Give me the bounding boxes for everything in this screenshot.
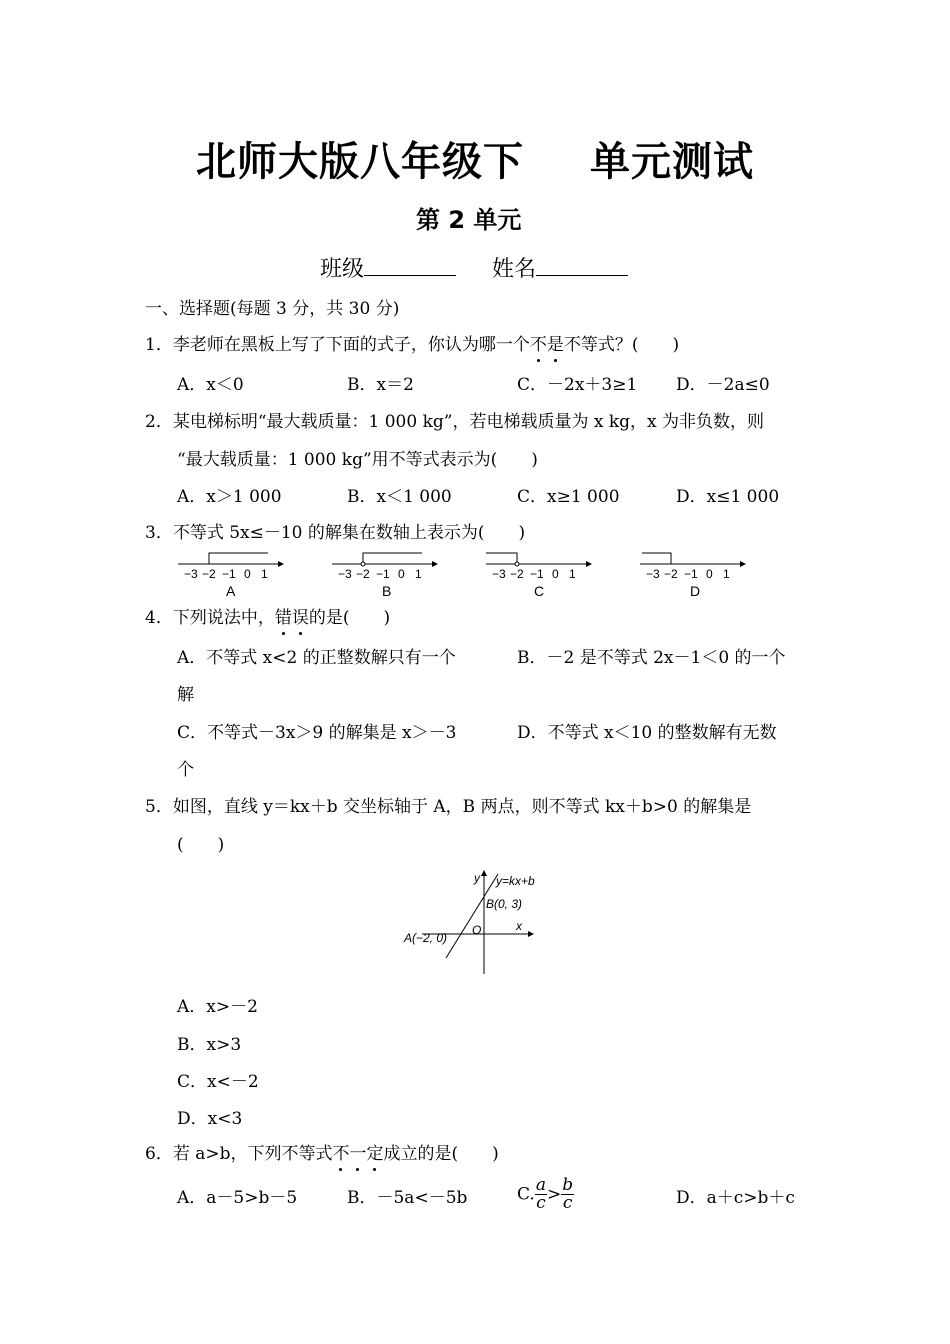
name-blank[interactable] — [536, 255, 628, 276]
number-line-a — [178, 553, 284, 599]
tick-label: 1 — [723, 567, 730, 581]
fraction-denominator: c — [536, 1193, 546, 1213]
name-label: 姓名 — [492, 257, 537, 282]
tick-label: −3 — [492, 567, 506, 581]
tick-label: −2 — [510, 567, 524, 581]
fraction-denominator: c — [562, 1193, 573, 1213]
tick-label: −2 — [664, 567, 678, 581]
q6-emph-1: 不 — [332, 1144, 350, 1164]
q5-option-a: A．x>－2 — [177, 997, 258, 1017]
tick-label: −1 — [530, 567, 544, 581]
option-label-a: A — [226, 583, 236, 599]
unit-subtitle: 第 2 单元 — [416, 206, 522, 234]
q1-pre: 1．李老师在黑板上写了下面的式子，你认为哪一个 — [145, 335, 530, 355]
tick-label: 1 — [261, 567, 268, 581]
q6-post: 成立的是( ) — [383, 1144, 499, 1164]
tick-label: −2 — [202, 567, 216, 581]
q6-emph-3: 定 — [366, 1144, 384, 1164]
q4-option-b: B．－2 是不等式 2x－1＜0 的一个 — [517, 648, 786, 668]
tick-label: −3 — [646, 567, 660, 581]
q6-c-op: > — [546, 1184, 562, 1205]
q3-text: 3．不等式 5x≤－10 的解集在数轴上表示为( ) — [145, 523, 526, 543]
fraction-a-over-c — [535, 1177, 547, 1212]
q2-option-d: D．x≤1 000 — [676, 487, 780, 507]
q4-emph-1: 错 — [274, 608, 292, 628]
section-heading: 一、选择题(每题 3 分，共 30 分) — [145, 299, 400, 319]
tick-label: 0 — [398, 567, 405, 581]
q5-option-b: B．x>3 — [177, 1035, 242, 1055]
number-line-c — [486, 553, 592, 599]
q2-line-2: “最大载质量：1 000 kg”用不等式表示为( ) — [177, 450, 538, 470]
class-blank[interactable] — [364, 255, 456, 276]
question-1 — [145, 335, 679, 355]
q2-option-a: A．x＞1 000 — [177, 487, 282, 507]
q5-graph — [400, 868, 560, 978]
q1-post: 不等式？( ) — [563, 335, 680, 355]
q1-emph-2: 是 — [546, 335, 564, 355]
tick-label: −3 — [184, 567, 198, 581]
y-axis-label: y — [474, 871, 480, 885]
q1-emph-1: 不 — [529, 335, 547, 355]
q4-option-a-cont: 解 — [177, 685, 194, 705]
q4-option-d: D．不等式 x＜10 的整数解有无数 — [517, 723, 777, 743]
q2-option-c: C．x≥1 000 — [517, 487, 620, 507]
q6-option-c — [517, 1177, 574, 1212]
tick-label: 0 — [706, 567, 713, 581]
q1-option-b: B．x＝2 — [347, 375, 414, 395]
q6-option-a: A．a－5>b－5 — [177, 1188, 298, 1208]
tick-label: −2 — [356, 567, 370, 581]
point-b-label: B(0, 3) — [486, 897, 523, 911]
q4-post: 的是( ) — [308, 608, 391, 628]
q4-option-d-cont: 个 — [177, 760, 194, 780]
option-label-c: C — [534, 583, 545, 599]
fraction-numerator: b — [562, 1175, 574, 1195]
q2-option-b: B．x＜1 000 — [347, 487, 452, 507]
x-axis-label: x — [516, 919, 522, 933]
class-name-line — [320, 252, 628, 283]
line-y-kx-b — [446, 874, 498, 958]
q5-option-d: D．x<3 — [177, 1109, 243, 1129]
option-label-d: D — [690, 583, 701, 599]
tick-label: −1 — [222, 567, 236, 581]
q6-pre: 6．若 a>b，下列不等式 — [145, 1144, 333, 1164]
q2-line-1: 2．某电梯标明“最大载质量：1 000 kg”，若电梯载质量为 x kg，x 为非负数，则 — [145, 412, 765, 432]
q6-emph-2: 一 — [349, 1144, 367, 1164]
q5-line-2: ( ) — [177, 835, 225, 855]
class-label: 班级 — [320, 257, 365, 282]
question-6 — [145, 1144, 499, 1164]
point-a-label: A(−2, 0) — [404, 931, 448, 945]
tick-label: −1 — [376, 567, 390, 581]
origin-label: O — [472, 923, 482, 937]
tick-label: −1 — [684, 567, 698, 581]
q4-pre: 4．下列说法中， — [145, 608, 275, 628]
q6-option-b: B．－5a<－5b — [347, 1188, 468, 1208]
q4-option-c: C．不等式－3x＞9 的解集是 x＞－3 — [177, 723, 457, 743]
q6-option-d: D．a＋c>b＋c — [676, 1188, 795, 1208]
number-lines — [170, 547, 770, 602]
tick-label: 1 — [569, 567, 576, 581]
question-4 — [145, 608, 390, 628]
q6-c-prefix: C. — [517, 1184, 535, 1205]
page-title-left: 北师大版八年级下 — [196, 139, 524, 185]
number-line-d — [640, 553, 746, 599]
q1-option-d: D．－2a≤0 — [676, 375, 770, 395]
option-label-b: B — [382, 583, 392, 599]
tick-label: −3 — [338, 567, 352, 581]
tick-label: 0 — [552, 567, 559, 581]
q5-line-1: 5．如图，直线 y＝kx＋b 交坐标轴于 A，B 两点，则不等式 kx＋b>0 的解集是 — [145, 797, 752, 817]
number-line-b — [332, 553, 438, 599]
page-title-right: 单元测试 — [590, 139, 754, 185]
q4-option-a: A．不等式 x<2 的正整数解只有一个 — [177, 648, 456, 668]
fraction-numerator: a — [535, 1175, 546, 1195]
line-label: y=kx+b — [496, 874, 535, 888]
q4-emph-2: 误 — [291, 608, 309, 628]
tick-label: 1 — [415, 567, 422, 581]
q1-option-c: C．－2x＋3≥1 — [517, 375, 638, 395]
q5-option-c: C．x<－2 — [177, 1072, 259, 1092]
fraction-b-over-c — [561, 1177, 574, 1212]
tick-label: 0 — [244, 567, 251, 581]
q1-option-a: A．x＜0 — [177, 375, 244, 395]
